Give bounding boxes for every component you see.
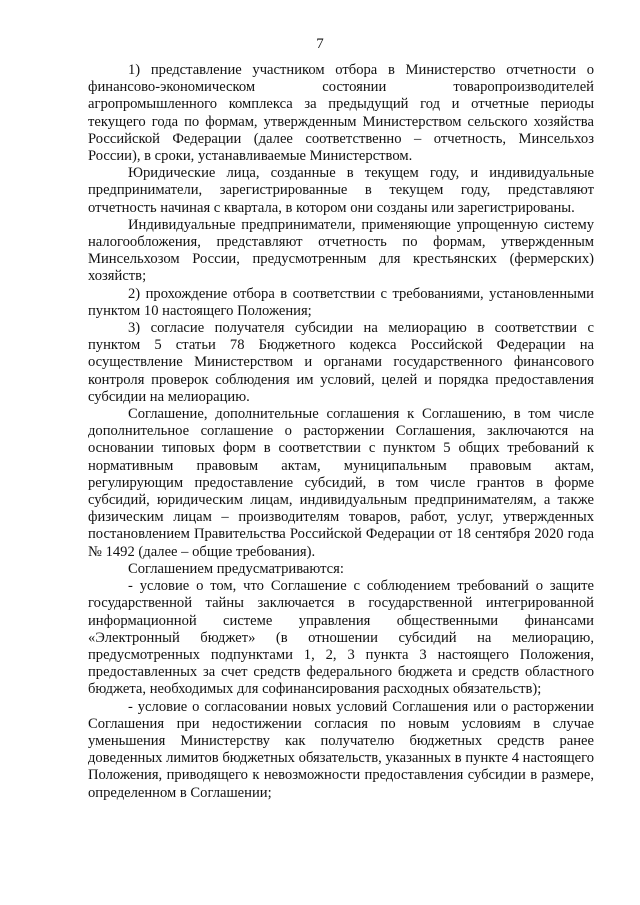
paragraph-1: 1) представление участником отбора в Министерство отчетности о финансово-экономическом состоянии товаропроизводителей агропромышленного комплекса за предыдущий год и отчетные периоды текущего года по формам, утвержденным Министерством сельского хозяйства Российской Федерации (далее соответственно – отчетность, Минсельхоз России), в сроки, устанавливаемые Министерством. xyxy=(88,62,594,165)
paragraph-3: Индивидуальные предприниматели, применяющие упрощенную систему налогообложения, представляют отчетность по формам, утвержденным Минсельхозом России, предусмотренным для крестьянских (фермерских) хозяйств; xyxy=(88,216,594,285)
paragraph-7: Соглашением предусматриваются: xyxy=(128,560,344,577)
document-body xyxy=(88,62,594,802)
paragraph-4: 2) прохождение отбора в соответствии с требованиями, установленными пунктом 10 настоящего Положения; xyxy=(88,285,594,319)
paragraph-6: Соглашение, дополнительные соглашения к Соглашению, в том числе дополнительное соглашение о расторжении Соглашения, заключаются на основании типовых форм в соответствии с пунктом 5 общих требований к нормативным правовым актам, муниципальным правовым актам, регулирующим предоставление субсидий, в том числе грантов в форме субсидий, юридическим лицам, индивидуальным предпринимателям, а также физическим лицам – производителям товаров, работ, услуг, утвержденных постановлением Правительства Российской Федерации от 18 сентября 2020 года № 1492 (далее – общие требования). xyxy=(88,406,594,560)
paragraph-5: 3) согласие получателя субсидии на мелиорацию в соответствии с пунктом 5 статьи 78 Бюджетного кодекса Российской Федерации на осуществление Министерством и органами государственного финансового контроля проверок соблюдения им условий, целей и порядка предоставления субсидии на мелиорацию. xyxy=(88,320,594,405)
page-number: 7 xyxy=(316,36,324,52)
paragraph-8: - условие о том, что Соглашение с соблюдением требований о защите государственной тайны заключается в государственной интегрированной информационной системе управления общественными финансами «Электронный бюджет» (в отношении субсидий на мелиорацию, предусмотренных подпунктами 1, 2, 3 пункта 3 настоящего Положения, предоставленных за счет средств федерального бюджета и средств областного бюджета, необходимых для софинансирования расходных обязательств); xyxy=(88,578,594,698)
paragraph-9: - условие о согласовании новых условий Соглашения или о расторжении Соглашения при недостижении согласия по новым условиям в случае уменьшения Министерству как получателю бюджетных средств ранее доведенных лимитов бюджетных обязательств, указанных в пункте 4 настоящего Положения, приводящего к невозможности предоставления субсидии в размере, определенном в Соглашении; xyxy=(88,698,594,801)
paragraph-2: Юридические лица, созданные в текущем году, и индивидуальные предприниматели, зарегистрированные в текущем году, представляют отчетность начиная с квартала, в котором они созданы или зарегистрированы. xyxy=(88,165,594,216)
